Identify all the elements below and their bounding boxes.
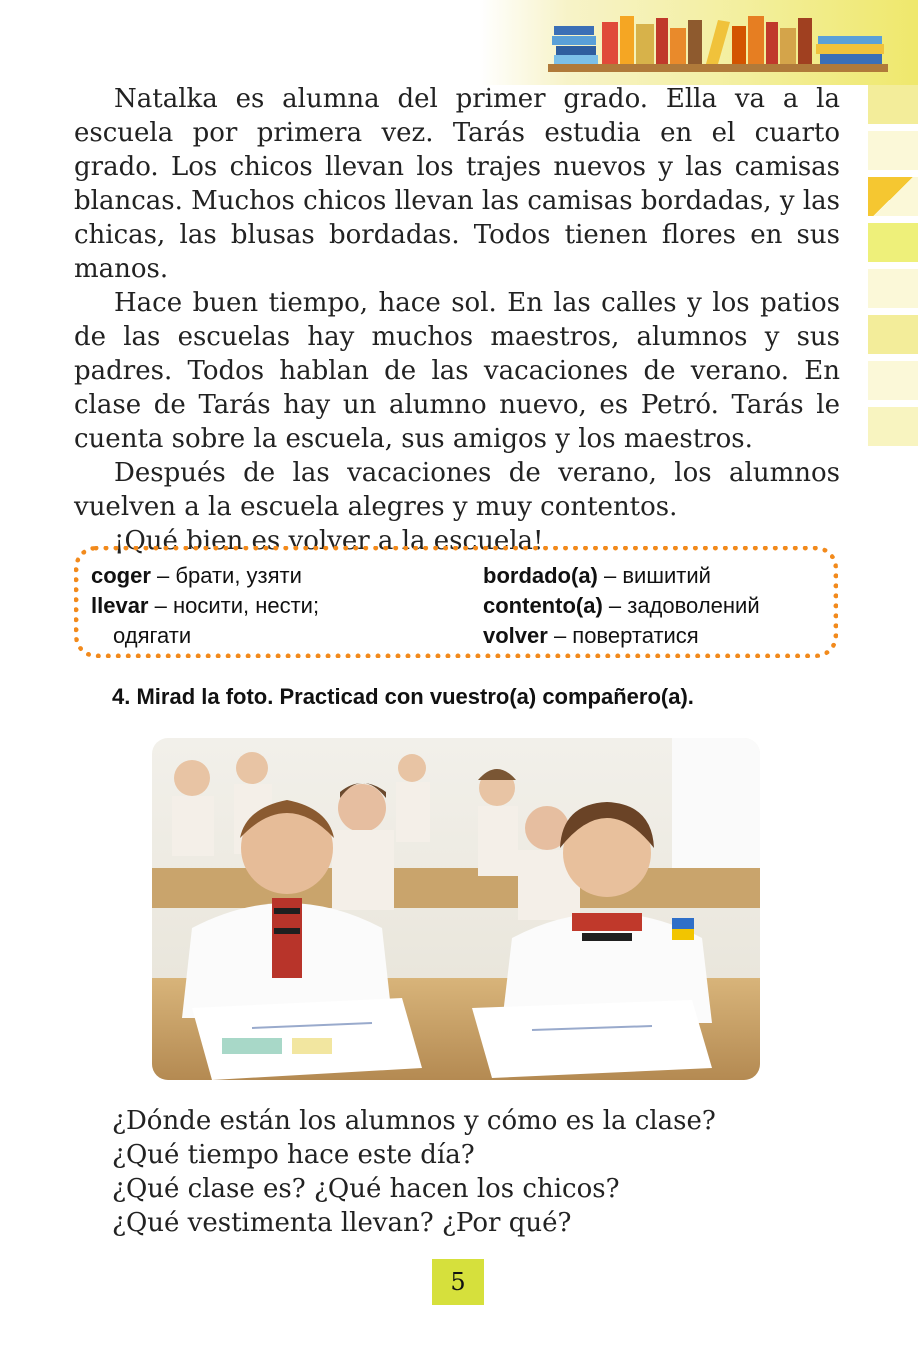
reading-paragraph: Después de las vacaciones de verano, los alumnos vuelven a la escuela alegres y muy contentos. [74,458,840,522]
question-item: ¿Qué vestimenta llevan? ¿Por qué? [112,1208,572,1238]
vocabulary-column-right [483,561,760,651]
vocabulary-translation: – повертатися [547,623,699,648]
vocabulary-term: coger [91,563,151,588]
vocabulary-translation: – вишитий [597,563,711,588]
vocabulary-entry [483,591,760,621]
vocabulary-term: bordado(a) [483,563,598,588]
reading-paragraph: ¡Qué bien es volver a la escuela! [114,526,544,556]
question-item: ¿Qué clase es? ¿Qué hacen los chicos? [112,1174,620,1204]
vocabulary-entry [91,591,319,621]
reading-paragraph: Hace buen tiempo, hace sol. En las calles y los patios de las escuelas hay muchos maestros, alumnos y sus padres. Todos hablan de las vacaciones de verano. En clase de Tarás hay un alumno nuevo, es Petró. Tarás le cuenta sobre la escuela, sus amigos y los maestros. [74,288,840,454]
margin-stripe [868,223,918,262]
margin-stripe [868,269,918,308]
bookshelf-icon [548,6,888,76]
vocabulary-entry [483,561,760,591]
vocabulary-box [74,546,838,658]
vocabulary-translation: – брати, узяти [150,563,302,588]
vocabulary-term: contento(a) [483,593,603,618]
question-item: ¿Qué tiempo hace este día? [112,1140,475,1170]
margin-stripe [868,131,918,170]
exercise-heading: 4. Mirad la foto. Practicad con vuestro(a) compañero(a). [112,684,694,709]
vocabulary-term: llevar [91,593,149,618]
margin-stripes [868,85,918,450]
vocabulary-term: volver [483,623,548,648]
margin-stripe [868,407,918,446]
reading-text [74,82,840,558]
margin-stripe [868,177,918,216]
vocabulary-translation: одягати [113,623,192,648]
vocabulary-entry [91,561,319,591]
vocabulary-translation: – задоволений [602,593,760,618]
margin-stripe [868,85,918,124]
vocabulary-entry [483,621,760,651]
question-item: ¿Dónde están los alumnos y cómo es la clase? [112,1106,716,1136]
vocabulary-translation: – носити, нести; [148,593,320,618]
vocabulary-entry [91,621,319,651]
vocabulary-column-left [91,561,319,651]
classroom-photo [152,738,760,1080]
margin-stripe [868,361,918,400]
margin-stripe [868,315,918,354]
question-list [112,1104,716,1240]
classroom-photo-image [152,738,760,1080]
page-number: 5 [432,1259,484,1305]
reading-paragraph: Natalka es alumna del primer grado. Ella va a la escuela por primera vez. Tarás estudia en el cuarto grado. Los chicos llevan los trajes nuevos y las camisas blancas. Muchos chicos llevan las camisas bordadas, y las chicas, las blusas bordadas. Todos tienen flores en sus manos. [74,84,840,284]
